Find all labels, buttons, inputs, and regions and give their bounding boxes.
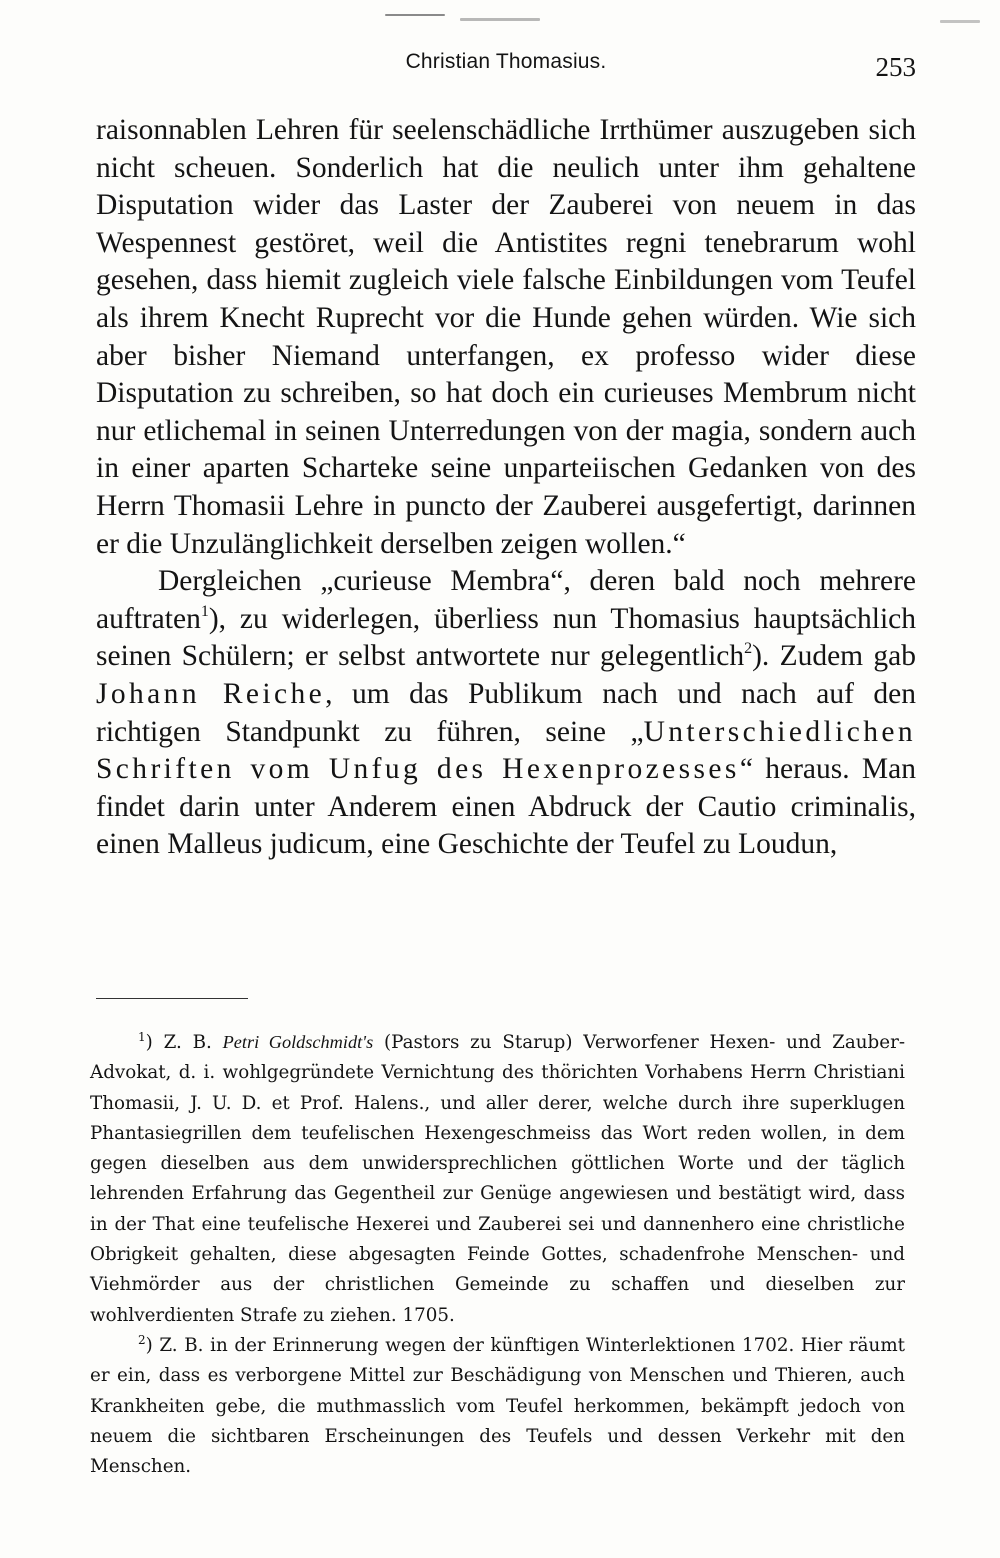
footnote-1-label: 1 — [138, 1030, 146, 1044]
paragraph-2-part-c: ). Zudem gab — [752, 640, 916, 673]
footnote-1 — [90, 1027, 905, 1331]
scan-speck — [385, 14, 445, 16]
work-title: Unterschiedlichen Schriften vom Unfug des Hexenprozesses — [96, 715, 916, 786]
footnote-divider — [96, 998, 248, 999]
footnote-2-label: 2 — [138, 1332, 146, 1347]
paragraph-2-part-d: , um das Publikum nach und nach auf den richtigen Standpunkt zu führen, seine „ — [96, 677, 916, 748]
page-number: 253 — [875, 52, 916, 82]
author-name: Johann Reiche — [96, 677, 326, 710]
scan-speck — [940, 20, 980, 23]
scan-speck — [460, 18, 540, 21]
footnote-1-author: Petri Goldschmidt's — [222, 1032, 374, 1052]
main-text — [96, 112, 916, 864]
running-title: Christian Thomasius. — [405, 50, 607, 73]
footnote-2 — [90, 1331, 905, 1482]
footnote-2-text: ) Z. B. in der Erinnerung wegen der künftigen Winterlektionen 1702. Hier räumt er ein, dass es verborgene Mittel zur Beschädigung von Menschen und Thieren, auch Krankheiten gebe, die muthmasslich vom Teufel herkommen, bekämpft jedoch von neuem die sichtbaren Erscheinungen des Teufels und dessen Verkehr mit den Menschen. — [90, 1334, 905, 1478]
footnotes — [90, 1027, 905, 1482]
footnote-1-text: (Pastors zu Starup) Verworfener Hexen- und Zauber-Advokat, d. i. wohlgegründete Vernichtung des thörichten Vorhabens Herrn Christiani Thomasii, J. U. D. et Prof. Halens., und aller derer, welche durch ihre superklugen Phantasiegrillen dem teufelischen Hexengeschmeiss das Wort reden wollen, in dem gegen dieselben aus dem unwidersprechlichen göttlichen Worte und der täglich lehrenden Erfahrung das Gegentheil zur Genüge angewiesen und bestätigt wird, dass in der That eine teufelische Hexerei und Zauberei sei und dannenhero eine christliche Obrigkeit gehalten, diese abgesagten Feinde Gottes, schadenfrohe Menschen- und Viehmörder aus der christlichen Gemeinde zu schaffen und dieselben zur wohlverdienten Strafe zu ziehen. 1705. — [90, 1032, 905, 1326]
footnote-ref-1: 1 — [200, 602, 209, 620]
footnote-1-intro: ) Z. B. — [145, 1032, 212, 1053]
paragraph-1: raisonnablen Lehren für seelenschädliche Irrthümer auszugeben sich nicht scheuen. Sonderlich hat die neulich unter ihm gehaltene Disputation wider das Laster der Zauberei von neuem in das Wespennest gestöret, weil die Antistites regni tenebrarum wohl gesehen, dass hiemit zugleich viele falsche Einbildungen vom Teufel als ihrem Knecht Ruprecht vor die Hunde gehen würden. Wie sich aber bisher Niemand unterfangen, ex professo wider diese Disputation zu schreiben, so hat doch ein curieuses Membrum nicht nur etlichemal in seinen Unterredungen von der magia, sondern auch in einer aparten Scharteke seine unparteiischen Gedanken von des Herrn Thomasii Lehre in puncto der Zauberei ausgefertigt, darinnen er die Unzulänglichkeit derselben zeigen wollen.“ — [96, 114, 916, 560]
footnote-ref-2: 2 — [744, 640, 753, 658]
paragraph-2-part-a: Dergleichen „curieuse Membra“, deren bald noch mehrere auftraten — [96, 565, 916, 635]
running-head — [96, 48, 916, 82]
paragraph-2 — [96, 563, 916, 864]
paragraph-2-part-e: “ heraus. Man findet darin unter Anderem einen Abdruck der Cautio criminalis, einen Malleus judicum, eine Geschichte der Teufel zu Loudun, — [96, 753, 916, 861]
paragraph-2-part-b: ), zu widerlegen, überliess nun Thomasius hauptsächlich seinen Schülern; er selbst antwortete nur gelegentlich — [96, 602, 916, 673]
